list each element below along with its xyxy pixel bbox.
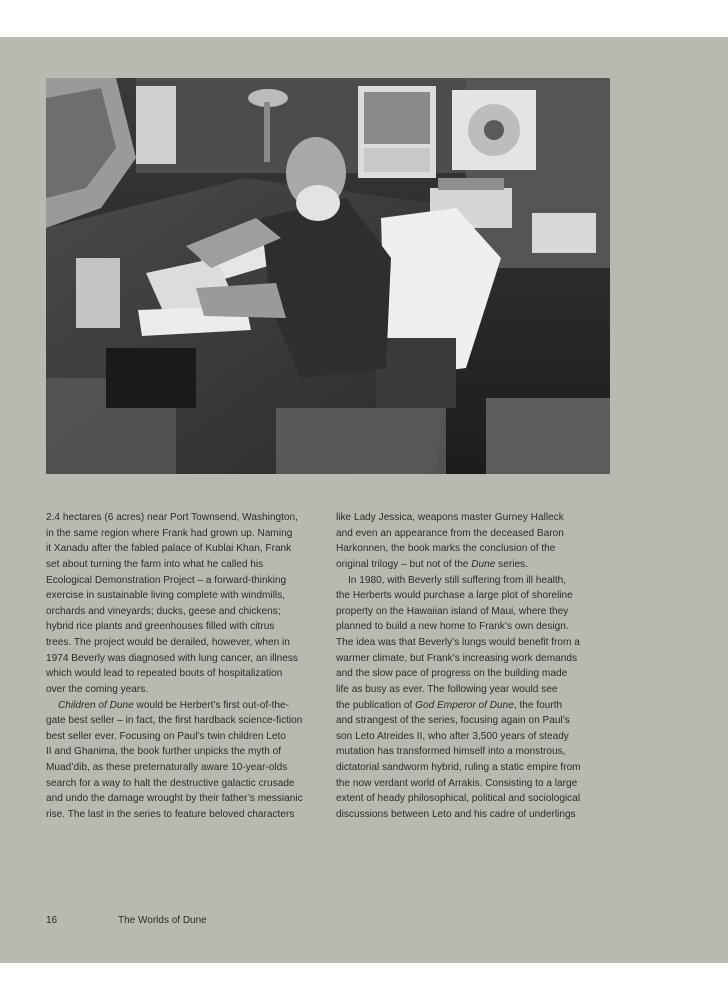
book-title-italic: God Emperor of Dune: [415, 699, 514, 711]
running-footer-title: The Worlds of Dune: [118, 915, 207, 926]
text-line: Ecological Demonstration Project – a forward-thinking: [46, 574, 287, 586]
text-fragment: would be Herbert’s first out-of-the-: [133, 699, 289, 711]
text-line: son Leto Atreides II, who after 3,500 years of steady: [336, 730, 569, 742]
photo-of-author-at-desk-icon: [46, 78, 610, 474]
paragraph: [46, 698, 322, 823]
text-line: rise. The last in the series to feature beloved characters: [46, 808, 295, 820]
text-line: best seller ever. Focusing on Paul’s twin children Leto: [46, 730, 286, 742]
paragraph: [336, 510, 612, 573]
text-line: dictatorial sandworm hybrid, ruling a static empire from: [336, 762, 581, 773]
text-fragment: series.: [495, 558, 528, 570]
text-line: search for a way to halt the destructive galactic crusade: [46, 777, 295, 789]
text-line: extent of heady philosophical, political and sociological: [336, 793, 581, 805]
text-line: trees. The project would be derailed, however, when in: [46, 637, 290, 648]
text-line: which would lead to repeated bouts of hospitalization: [46, 668, 283, 680]
text-line: warmer climate, but Frank’s increasing work demands: [336, 652, 578, 664]
left-text-column: [46, 510, 322, 823]
text-line: gate best seller – in fact, the first hardback science-fiction: [46, 715, 303, 727]
text-line: and strangest of the series, focusing again on Paul’s: [336, 715, 570, 727]
text-line: in the same region where Frank had grown up. Naming: [46, 527, 293, 539]
author-photo: [46, 78, 610, 474]
text-line: 2.4 hectares (6 acres) near Port Townsend, Washington,: [46, 512, 298, 523]
text-line: the Herberts would purchase a large plot of shoreline: [336, 590, 573, 602]
text-line: Harkonnen, the book marks the conclusion of the: [336, 543, 556, 555]
text-line: property on the Hawaiian island of Maui, where they: [336, 605, 569, 617]
right-text-column: [336, 510, 612, 823]
text-line: [336, 698, 612, 714]
text-line: discussions between Leto and his cadre of underlings: [336, 808, 576, 820]
text-line: over the coming years.: [46, 683, 149, 695]
text-line: life as busy as ever. The following year would see: [336, 683, 558, 695]
page-number: 16: [46, 915, 58, 926]
text-line: orchards and vineyards; ducks, geese and chickens;: [46, 605, 281, 617]
book-title-italic: Dune: [471, 558, 496, 570]
book-title-italic: Children of Dune: [58, 699, 134, 711]
text-line: 1974 Beverly was diagnosed with lung cancer, an illness: [46, 652, 298, 664]
text-line: mutation has transformed himself into a monstrous,: [336, 746, 566, 758]
text-line: [336, 557, 612, 573]
text-line: The idea was that Beverly’s lungs would benefit from a: [336, 637, 580, 648]
text-line: hybrid rice plants and greenhouses filled with citrus: [46, 621, 275, 633]
text-line: and undo the damage wrought by their father’s messianic: [46, 793, 303, 805]
text-line: it Xanadu after the fabled palace of Kublai Khan, Frank: [46, 543, 292, 555]
text-line: [46, 698, 322, 714]
text-fragment: the publication of: [336, 699, 416, 711]
text-line: like Lady Jessica, weapons master Gurney Halleck: [336, 512, 564, 523]
text-fragment: original trilogy – but not of the: [336, 558, 472, 570]
text-line: Muad’dib, as these preternaturally aware 10-year-olds: [46, 762, 288, 773]
book-page: [0, 37, 728, 963]
text-line: exercise in sustainable living complete with windmills,: [46, 590, 285, 602]
text-line: and even an appearance from the deceased Baron: [336, 527, 564, 539]
paragraph: [336, 573, 612, 823]
paragraph: [46, 510, 322, 698]
text-line: the now verdant world of Arrakis. Consisting to a large: [336, 777, 578, 789]
text-line: and the slow pace of progress on the building made: [336, 668, 568, 680]
text-line: In 1980, with Beverly still suffering from ill health,: [348, 574, 567, 586]
text-line: II and Ghanima, the book further unpicks the myth of: [46, 746, 282, 758]
text-line: set about turning the farm into what he called his: [46, 558, 264, 570]
text-line: planned to build a new home to Frank’s own design.: [336, 621, 569, 633]
text-fragment: , the fourth: [513, 699, 563, 711]
